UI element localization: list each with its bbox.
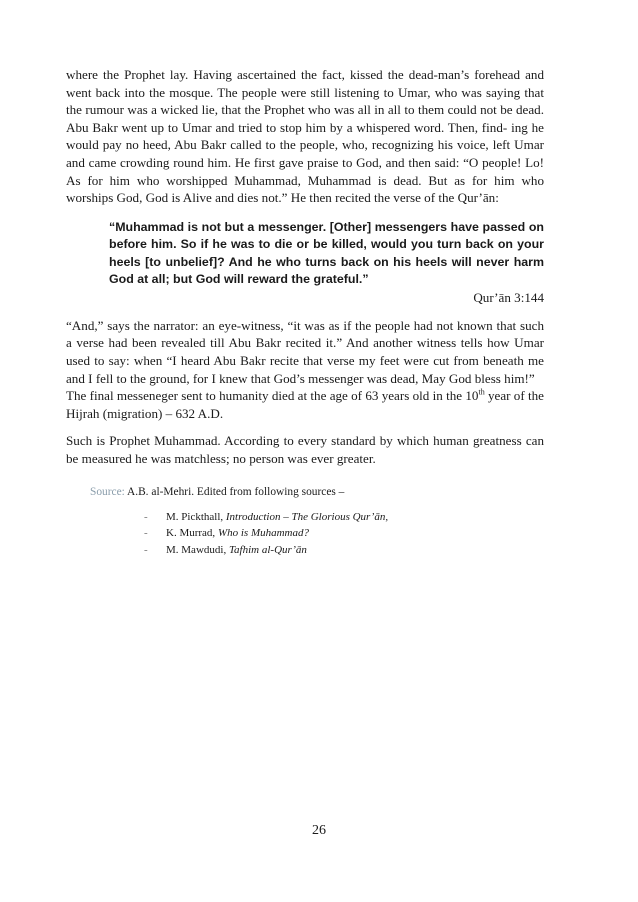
ordinal-superscript: th — [478, 387, 485, 397]
reference-author: M. Mawdudi, — [166, 543, 229, 556]
reference-list — [144, 509, 544, 559]
reference-dash: - — [144, 527, 148, 540]
page-number: 26 — [312, 823, 326, 838]
final-messenger-text: The final messeneger sent to humanity died at the age of 63 years old in the 10 — [66, 388, 479, 404]
paragraph-conclusion: Such is Prophet Muhammad. According to every standard by which human greatness can be measured he was matchless; no person was ever greater. — [66, 433, 544, 466]
paragraph-eyewitness: “And,” says the narrator: an eye-witness, “it was as if the people had not known that such a verse had been revealed till Abu Bakr recited it.” And another witness tells how Umar used to say: when “I heard Abu Bakr recite that verse my feet were cut from beneath me and I fell to the ground, for I knew that God’s messenger was dead, May God bless him!” — [66, 317, 544, 386]
reference-item — [144, 509, 544, 526]
reference-title: Who is Muhammad? — [217, 527, 309, 540]
paragraph-abu-bakr-address: where the Prophet lay. Having ascertained the fact, kissed the dead-man’s forehead and went back into the mosque. The people were still listening to Umar, who was saying that the rumour was a wicked lie, that the Prophet who was all in all to them could not be dead. Abu Bakr went up to Umar and tried to stop him by a whispered word. Then, find- ing he would pay no heed, Abu Bakr called to the people, who, recognizing his voice, left Umar and came crowding round him. He first gave praise to God, and then said: “O people! Lo! As for him who worshipped Muhammad, Muhammad is dead. But as for him who worships God, God is Alive and dies not.” He then recited the verse of the Qur’ān: — [66, 67, 544, 206]
paragraph-final-messenger — [66, 387, 544, 422]
verse-reference: Qur’ān 3:144 — [473, 289, 544, 305]
reference-title: Tafhim al-Qur’ān — [228, 543, 307, 556]
reference-author: K. Murrad, — [166, 527, 218, 540]
reference-item — [144, 525, 544, 542]
source-text: A.B. al-Mehri. Edited from following sources – — [124, 485, 345, 498]
reference-title: Introduction – The Glorious Qur’ān, — [225, 510, 389, 523]
reference-item — [144, 542, 544, 559]
reference-dash: - — [144, 543, 148, 556]
final-messenger-text-end: year of the Hijrah (migration) – 632 A.D. — [66, 388, 544, 421]
quran-verse-quote: “Muhammad is not but a messenger. [Other] messengers have passed on before him. So if he was to die or be killed, would you turn back on your heels [to unbelief]? And he who turns back on his heels will never harm God at all; but God will reward the grateful.” — [109, 219, 544, 287]
reference-author: M. Pickthall, — [166, 510, 226, 523]
source-line — [90, 484, 544, 500]
page-body — [66, 66, 544, 558]
reference-dash: - — [144, 510, 148, 523]
source-label: Source: — [90, 485, 125, 498]
